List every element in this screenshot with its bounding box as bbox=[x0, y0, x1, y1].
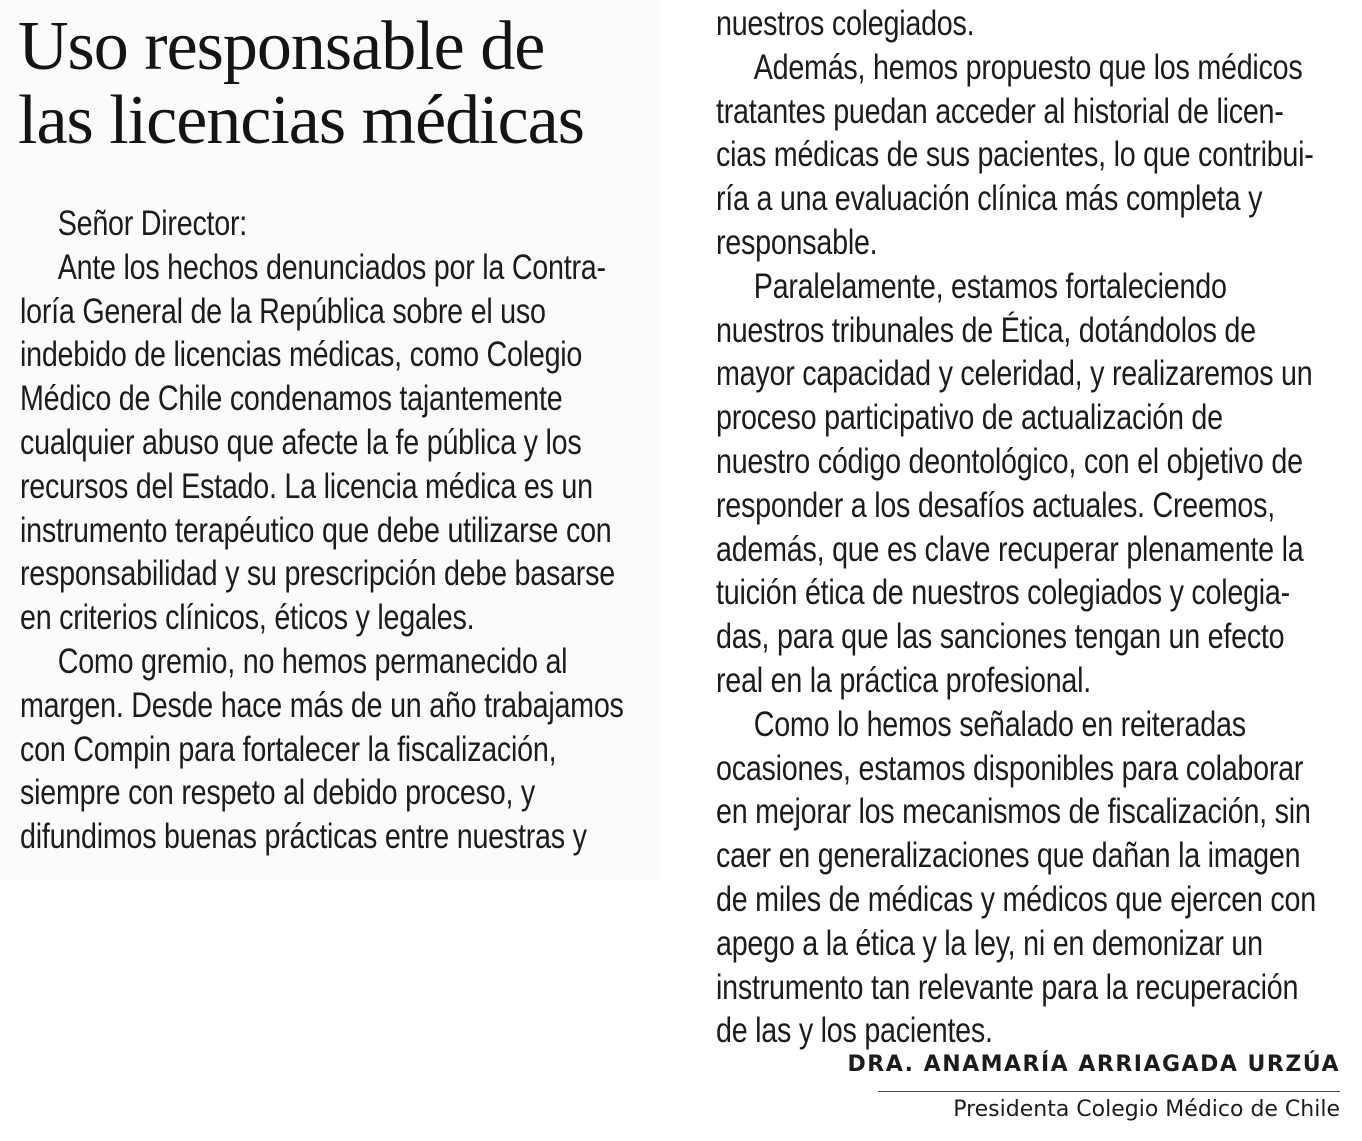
text-line: ocasiones, estamos disponibles para colaborar bbox=[716, 748, 1304, 788]
text-line: de miles de médicas y médicos que ejercen con bbox=[716, 879, 1316, 919]
text-line: caer en generalizaciones que dañan la imagen bbox=[716, 836, 1301, 876]
text-line: instrumento tan relevante para la recuperación bbox=[716, 967, 1299, 1007]
text-line: tuición ética de nuestros colegiados y colegia- bbox=[716, 573, 1290, 613]
text-line: de las y los pacientes. bbox=[716, 1011, 993, 1051]
text-line: en mejorar los mecanismos de fiscalización, sin bbox=[716, 792, 1311, 832]
text-line: Señor Director: bbox=[57, 204, 248, 243]
text-line: responsabilidad y su prescripción debe basarse bbox=[20, 554, 615, 594]
text-line: Médico de Chile condenamos tajantemente bbox=[20, 379, 563, 419]
text-line: responsable. bbox=[716, 222, 878, 262]
text-line: indebido de licencias médicas, como Colegio bbox=[20, 335, 583, 375]
text-line: Ante los hechos denunciados por la Contra- bbox=[57, 247, 606, 287]
text-line: Como lo hemos señalado en reiteradas bbox=[753, 704, 1246, 744]
signature-title: Presidenta Colegio Médico de Chile bbox=[953, 1097, 1340, 1122]
text-line: cualquier abuso que afecte la fe pública y los bbox=[20, 422, 582, 462]
text-line: instrumento terapéutico que debe utilizarse con bbox=[20, 510, 612, 550]
text-line: Como gremio, no hemos permanecido al bbox=[57, 641, 568, 681]
text-line: real en la práctica profesional. bbox=[716, 660, 1092, 700]
text-line: das, para que las sanciones tengan un efecto bbox=[716, 617, 1285, 657]
headline-line-1: Uso responsable de bbox=[18, 8, 545, 85]
text-line: loría General de la República sobre el uso bbox=[20, 291, 546, 331]
text-line: apego a la ética y la ley, ni en demonizar un bbox=[716, 923, 1263, 963]
text-line: responder a los desafíos actuales. Creemos, bbox=[716, 485, 1275, 525]
text-line: además, que es clave recuperar plenamente la bbox=[716, 529, 1304, 569]
text-line: margen. Desde hace más de un año trabajamos bbox=[20, 685, 624, 725]
text-line: tratantes puedan acceder al historial de licen- bbox=[716, 91, 1284, 131]
text-line: Además, hemos propuesto que los médicos bbox=[753, 47, 1303, 87]
text-line: nuestros tribunales de Ética, dotándolos de bbox=[716, 310, 1256, 350]
headline-line-2: las licencias médicas bbox=[18, 82, 584, 159]
text-line: cias médicas de sus pacientes, lo que contribui- bbox=[716, 135, 1314, 175]
headline bbox=[18, 10, 658, 158]
text-line: siempre con respeto al debido proceso, y bbox=[20, 773, 536, 813]
text-line: con Compin para fortalecer la fiscalización, bbox=[20, 729, 557, 769]
text-line: recursos del Estado. La licencia médica es un bbox=[20, 466, 593, 506]
text-line: mayor capacidad y celeridad, y realizaremos un bbox=[716, 354, 1313, 394]
signature-divider bbox=[878, 1091, 1340, 1092]
text-line: difundimos buenas prácticas entre nuestras y bbox=[20, 817, 587, 857]
text-line: proceso participativo de actualización de bbox=[716, 398, 1223, 438]
right-column-body bbox=[716, 2, 1347, 1053]
text-line: en criterios clínicos, éticos y legales. bbox=[20, 598, 475, 638]
text-line: nuestros colegiados. bbox=[716, 4, 975, 43]
left-column-body bbox=[20, 202, 660, 859]
text-line: nuestro código deontológico, con el objetivo de bbox=[716, 441, 1303, 481]
signature-name: DRA. ANAMARÍA ARRIAGADA URZÚA bbox=[847, 1052, 1340, 1077]
text-line: Paralelamente, estamos fortaleciendo bbox=[753, 266, 1227, 306]
text-line: ría a una evaluación clínica más completa y bbox=[716, 179, 1263, 219]
